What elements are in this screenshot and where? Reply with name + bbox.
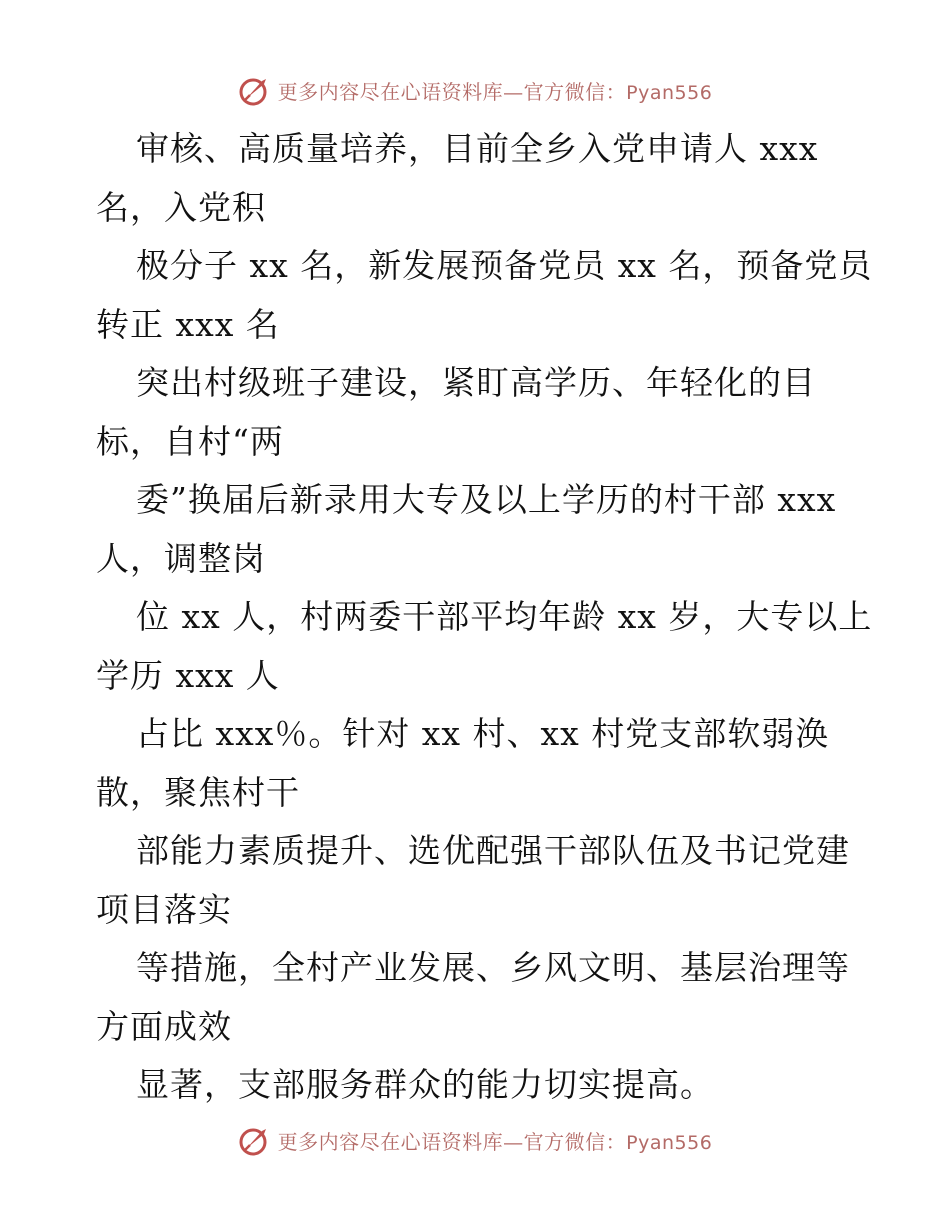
text-line: 散，聚焦村干 [96, 772, 300, 812]
header-watermark [0, 70, 950, 110]
text-line: 项目落实 [96, 889, 232, 929]
document-body [96, 120, 876, 1115]
quill-logo-icon [238, 73, 272, 107]
watermark-text: 更多内容尽在心语资料库—官方微信：Pyan556 [277, 79, 713, 104]
text-line: 人，调整岗 [96, 538, 266, 578]
text-line: 突出村级班子建设，紧盯高学历、年轻化的目 [136, 363, 816, 402]
footer-watermark [0, 1120, 950, 1160]
text-line: 名，入党积 [96, 187, 266, 227]
text-line: 占比 xxx％。针对 xx 村、xx 村党支部软弱涣 [136, 714, 830, 753]
text-line: 转正 xxx 名 [96, 304, 280, 344]
text-line: 显著，支部服务群众的能力切实提高。 [136, 1065, 714, 1104]
text-line: 位 xx 人，村两委干部平均年龄 xx 岁，大专以上 [136, 597, 873, 636]
text-line: 学历 xxx 人 [96, 655, 280, 695]
text-line: 方面成效 [96, 1006, 232, 1046]
text-line: 极分子 xx 名，新发展预备党员 xx 名，预备党员 [136, 246, 873, 285]
text-line: 审核、高质量培养，目前全乡入党申请人 xxx [136, 129, 819, 168]
text-line: 委”换届后新录用大专及以上学历的村干部 xxx [136, 480, 837, 519]
text-line: 标，自村“两 [96, 421, 284, 461]
text-line: 部能力素质提升、选优配强干部队伍及书记党建 [136, 831, 850, 870]
text-line: 等措施，全村产业发展、乡风文明、基层治理等 [136, 948, 850, 987]
watermark-text: 更多内容尽在心语资料库—官方微信：Pyan556 [277, 1129, 713, 1154]
quill-logo-icon [238, 1123, 272, 1157]
